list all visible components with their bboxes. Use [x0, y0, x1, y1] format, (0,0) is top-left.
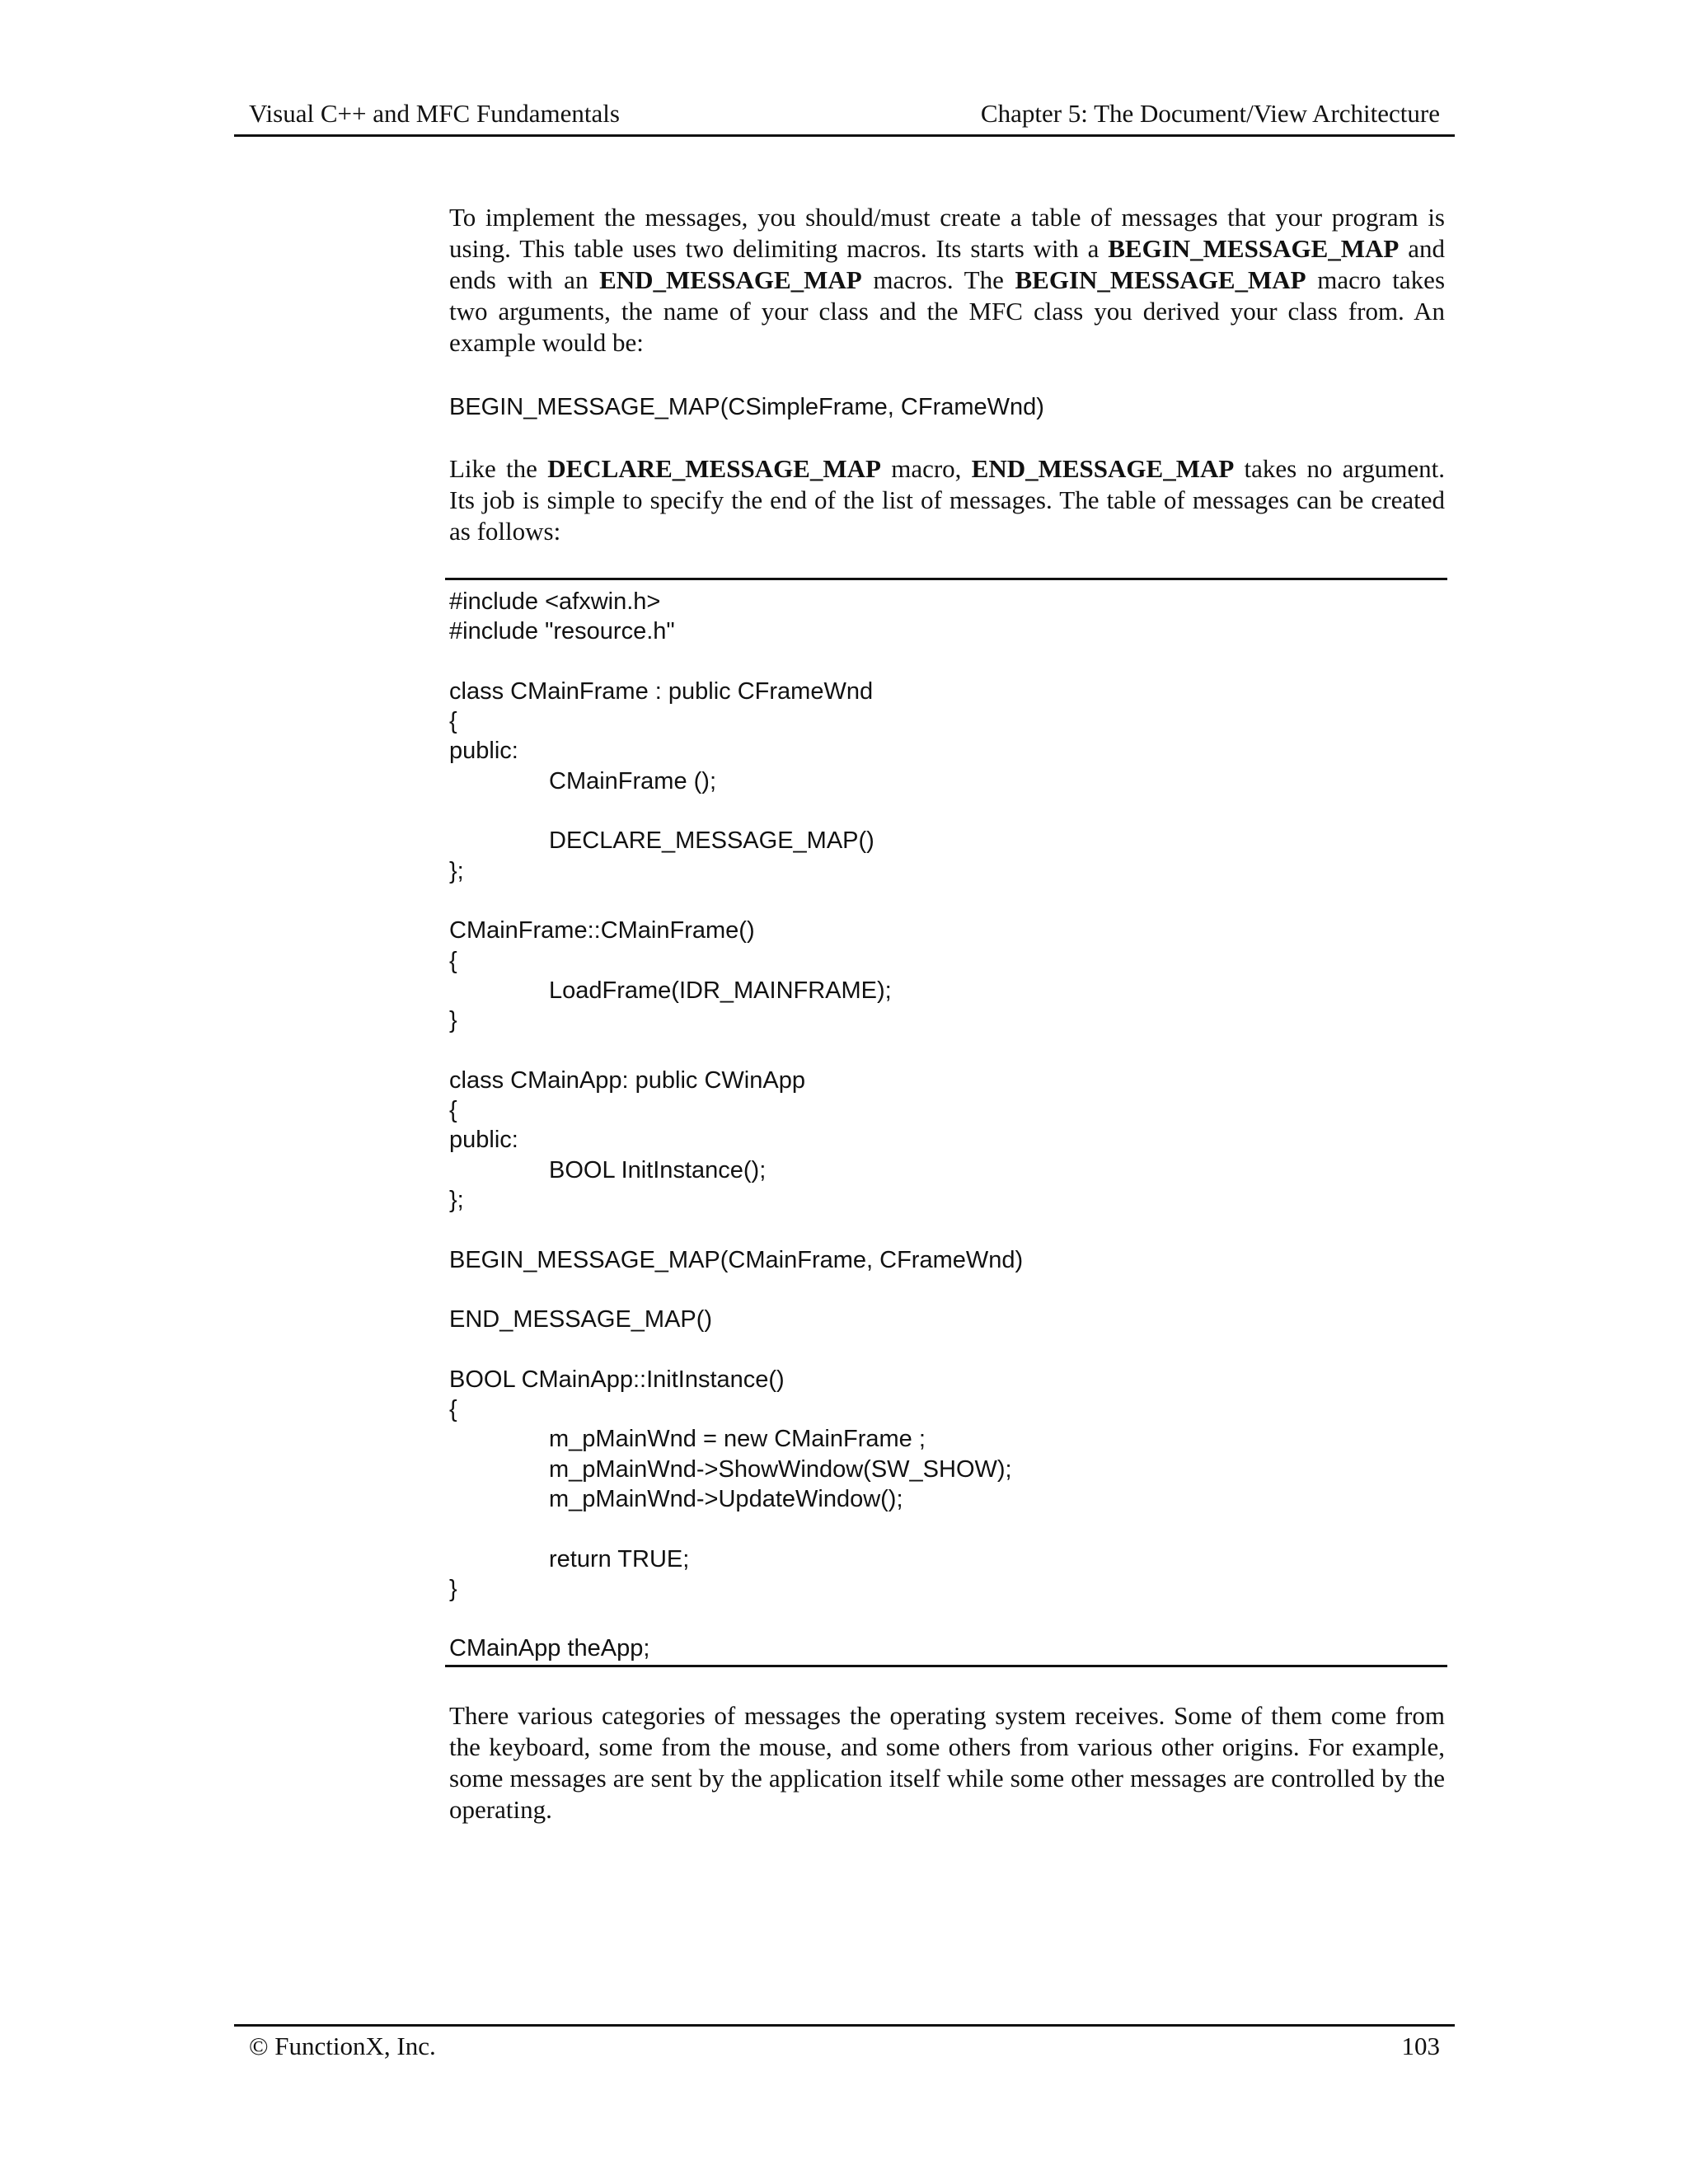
intro-paragraph	[449, 202, 1445, 359]
like-text-2: macro,	[880, 454, 972, 483]
code-line: {	[449, 1396, 457, 1423]
code-line: CMainApp theApp;	[449, 1635, 650, 1662]
code-line: m_pMainWnd->UpdateWindow();	[549, 1485, 903, 1512]
like-bold-1: DECLARE_MESSAGE_MAP	[547, 454, 881, 483]
code-block	[449, 587, 1023, 1664]
code-line: BOOL CMainApp::InitInstance()	[449, 1366, 785, 1393]
like-text-1: Like the	[449, 454, 548, 483]
intro-bold-1: BEGIN_MESSAGE_MAP	[1108, 234, 1400, 263]
code-line: }	[449, 1007, 457, 1034]
code-line: m_pMainWnd->ShowWindow(SW_SHOW);	[549, 1455, 1012, 1483]
code-line: CMainFrame ();	[549, 767, 717, 794]
code-line: END_MESSAGE_MAP()	[449, 1306, 713, 1333]
footer-copyright: © FunctionX, Inc.	[249, 2032, 436, 2060]
example-code-line: BEGIN_MESSAGE_MAP(CSimpleFrame, CFrameWnd)	[449, 394, 1044, 420]
code-line: };	[449, 1186, 464, 1213]
intro-text-2: and ends with an	[449, 234, 1445, 294]
code-listing	[445, 578, 1447, 1667]
code-line: DECLARE_MESSAGE_MAP()	[549, 827, 874, 855]
closing-paragraph: There various categories of messages the operating system receives. Some of them come from the keyboard, some from the mouse, and some others from various other origins. For example, some messages are sent by the application itself while some other messages are controlled by the operating.	[449, 1701, 1445, 1824]
code-line: public:	[449, 1127, 518, 1154]
like-bold-2: END_MESSAGE_MAP	[971, 454, 1235, 483]
code-line: class CMainFrame : public CFrameWnd	[449, 677, 874, 705]
code-line: {	[449, 947, 457, 974]
code-line: {	[449, 708, 457, 735]
code-line: #include "resource.h"	[449, 618, 675, 645]
code-line: BEGIN_MESSAGE_MAP(CMainFrame, CFrameWnd)	[449, 1246, 1024, 1273]
code-line: public:	[449, 738, 518, 765]
intro-text-1: To implement the messages, you should/must create a table of messages that your program is using. This table uses two delimiting macros. Its starts with a	[449, 203, 1445, 263]
intro-text-3: macros. The	[861, 265, 1015, 294]
code-line: BOOL InitInstance();	[549, 1156, 767, 1183]
code-line: return TRUE;	[549, 1545, 690, 1572]
like-paragraph	[449, 453, 1445, 547]
header-chapter-title: Chapter 5: The Document/View Architecture	[980, 99, 1440, 128]
intro-bold-3: BEGIN_MESSAGE_MAP	[1015, 265, 1306, 294]
code-line: };	[449, 857, 464, 884]
intro-text-4: macro takes two arguments, the name of your class and the MFC class you derived your class from. An example would be:	[449, 265, 1446, 357]
code-line: class CMainApp: public CWinApp	[449, 1066, 805, 1094]
page-header	[234, 97, 1455, 137]
page-footer	[234, 2024, 1455, 2064]
code-line: LoadFrame(IDR_MAINFRAME);	[549, 977, 892, 1004]
code-line: #include <afxwin.h>	[449, 588, 661, 615]
page-number: 103	[1401, 2032, 1440, 2060]
code-line: CMainFrame::CMainFrame()	[449, 917, 755, 944]
code-line: {	[449, 1097, 457, 1124]
code-line: m_pMainWnd = new CMainFrame ;	[549, 1426, 926, 1453]
header-book-title: Visual C++ and MFC Fundamentals	[249, 99, 620, 128]
code-line: }	[449, 1575, 457, 1602]
like-text-3: takes no argument. Its job is simple to specify the end of the list of messages. The table of messages can be created as follows:	[449, 454, 1445, 546]
intro-bold-2: END_MESSAGE_MAP	[599, 265, 862, 294]
